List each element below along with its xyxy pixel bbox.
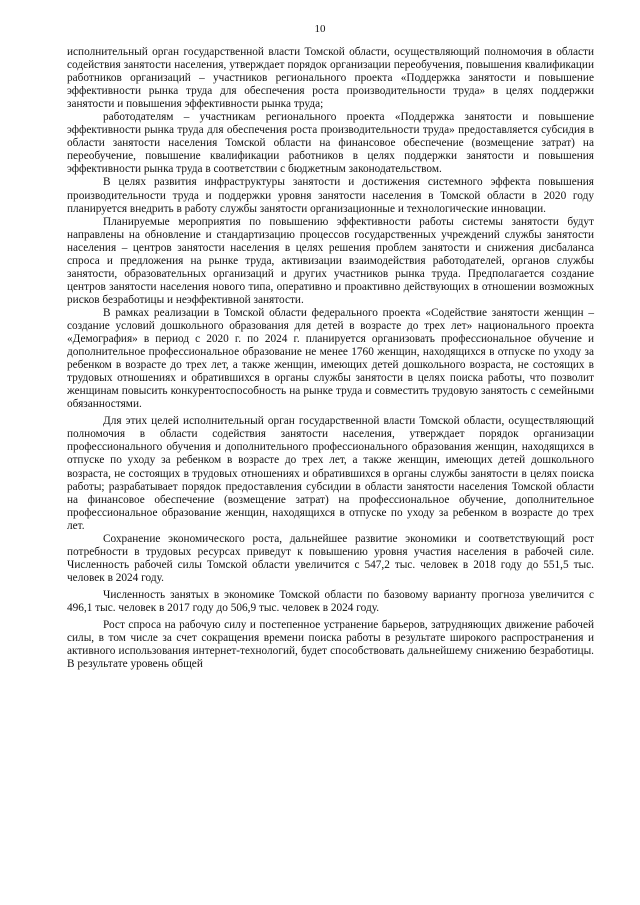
paragraph: исполнительный орган государственной власти Томской области, осуществляющий полномочия в области содействия занятости населения, утверждает порядок организации переобучения, повышения квалификации работников организаций – участников регионального проекта «Поддержка занятости и повышение эффективности рынка труда для обеспечения роста производительности труда» в целях поддержки занятости и повышения эффективности рынка труда; bbox=[67, 46, 594, 111]
paragraph: Для этих целей исполнительный орган государственной власти Томской области, осуществляющий полномочия в области содействия занятости населения, утверждает порядок организации профессионального обучения и дополнительного профессионального образования женщин, находящихся в отпуске по уходу за ребенком в возрасте до трех лет, а также женщин, имеющих детей дошкольного возраста, не состоящих в трудовых отношениях и обратившихся в органы службы занятости в целях поиска работы; разрабатывает порядок предоставления субсидии в области занятости населения Томской области на финансовое обеспечение (возмещение затрат) на профессиональное обучение, дополнительное профессиональное образование женщин, находящихся в отпуске по уходу за ребенком в возрасте до трех лет. bbox=[67, 415, 594, 532]
paragraph: Численность занятых в экономике Томской области по базовому варианту прогноза увеличится с 496,1 тыс. человек в 2017 году до 506,9 тыс. человек в 2024 году. bbox=[67, 588, 594, 614]
paragraph: работодателям – участникам регионального проекта «Поддержка занятости и повышение эффективности рынка труда для обеспечения роста производительности труда» предоставляется субсидия в области занятости населения Томской области на финансовое обеспечение (возмещение затрат) на переобучение, повышение квалификации работников в целях поддержки занятости и повышения эффективности рынка труда в соответствии с бюджетным законодательством. bbox=[67, 111, 594, 176]
paragraph: Рост спроса на рабочую силу и постепенное устранение барьеров, затрудняющих движение рабочей силы, в том числе за счет сокращения времени поиска работы в результате широкого распространения и активного использования интернет-технологий, будет способствовать дальнейшему снижению безработицы. В результате уровень общей bbox=[67, 619, 594, 671]
paragraph: В целях развития инфраструктуры занятости и достижения системного эффекта повышения производительности труда и поддержки уровня занятости населения в Томской области в 2020 году планируется внедрить в работу службы занятости организационные и технологические инновации. bbox=[67, 176, 594, 215]
paragraph: Сохранение экономического роста, дальнейшее развитие экономики и соответствующий рост потребности в трудовых ресурсах приведут к повышению уровня участия населения в рабочей силе. Численность рабочей силы Томской области увеличится с 547,2 тыс. человек в 2018 году до 551,5 тыс. человек в 2024 году. bbox=[67, 532, 594, 584]
document-body bbox=[67, 46, 594, 671]
paragraph: Планируемые мероприятия по повышению эффективности работы системы занятости будут направлены на обновление и стандартизацию процессов государственных учреждений службы занятости населения – центров занятости населения в целях решения проблем занятости и снижения дисбаланса спроса и предложения на рынке труда, активизации взаимодействия работодателей, органов службы занятости, образовательных организаций и других участников рынка труда. Предполагается создание центров занятости населения нового типа, оперативно и проактивно действующих в отношении возможных рисков безработицы и неэффективной занятости. bbox=[67, 215, 594, 306]
paragraph: В рамках реализации в Томской области федерального проекта «Содействие занятости женщин – создание условий дошкольного образования для детей в возрасте до трех лет» национального проекта «Демография» в период с 2020 г. по 2024 г. планируется организовать профессиональное обучение и дополнительное профессиональное образование не менее 1760 женщин, находящихся в отпуске по уходу за ребенком в возрасте до трех лет, а также женщин, имеющих детей дошкольного возраста, не состоящих в трудовых отношениях и обратившихся в органы службы занятости в целях поиска работы, что позволит женщинам повысить конкурентоспособность на рынке труда и совместить трудовую занятость с семейными обязанностями. bbox=[67, 306, 594, 411]
page-number: 10 bbox=[314, 23, 326, 35]
